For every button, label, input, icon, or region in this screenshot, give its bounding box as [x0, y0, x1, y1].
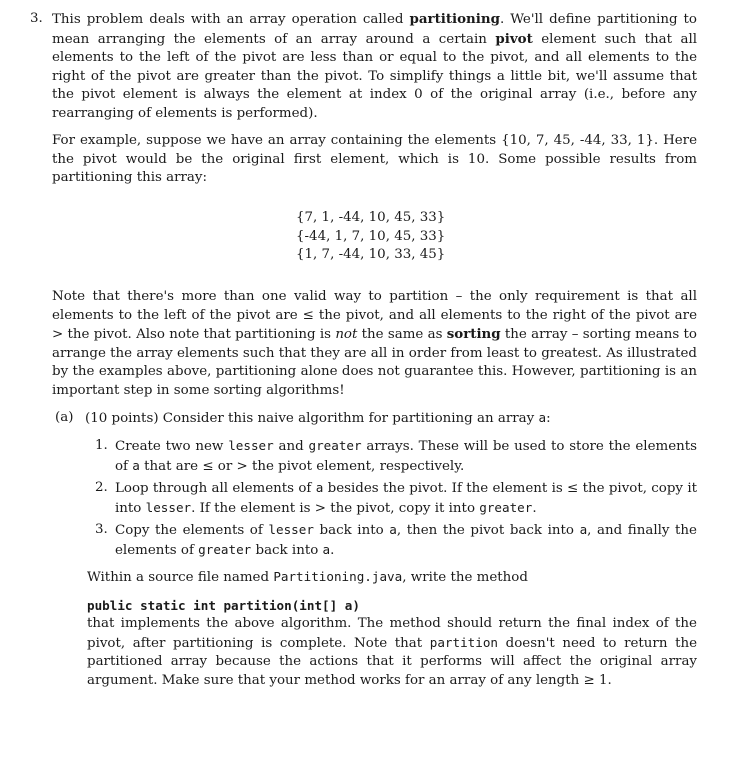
- step-3-text: Copy the elements of lesser back into a, then the pivot back into a, and finally the elements of greater back into a.: [115, 522, 697, 558]
- result-3: {1, 7, -44, 10, 33, 45}: [296, 247, 446, 263]
- example-paragraph: For example, suppose we have an array containing the elements {10, 7, 45, -44, 33, 1}. Here the pivot would be the original first element, which is 10. Some possible results from partitioning this array:: [52, 133, 697, 186]
- partition-results: [296, 209, 445, 265]
- result-1: {7, 1, -44, 10, 45, 33}: [296, 210, 446, 225]
- step-1-number: 1.: [95, 438, 108, 453]
- source-file-line: Within a source file named Partitioning.java, write the method: [87, 569, 528, 585]
- intro-paragraph: This problem deals with an array operation called partitioning. We'll define partitioning to mean arranging the elements of an array around a certain pivot element such that all elements to the left of the pivot are less than or equal to the pivot, and all elements to the right of the pivot are greater than the pivot. To simplify things a little bit, we'll assume that the pivot element is always the element at index 0 of the original array (i.e., before any rearranging of elements is performed).: [52, 11, 698, 121]
- method-signature: public static int partition(int[] a): [87, 598, 360, 613]
- step-2-number: 2.: [95, 480, 108, 495]
- part-a-label: (a): [55, 410, 74, 425]
- step-2-text: Loop through all elements of a besides the pivot. If the element is ≤ the pivot, copy it into lesser. If the element is > the pivot, copy it into greater.: [115, 480, 697, 516]
- part-a-intro: (10 points) Consider this naive algorithm for partitioning an array a:: [85, 410, 551, 426]
- emphasis-not: not: [335, 327, 358, 343]
- closing-paragraph: that implements the above algorithm. The method should return the final index of the pivot, after partitioning is complete. Note that partition doesn't need to return the partitioned array because the actions that it performs will affect the original array argument. Make sure that your method works for an array of any length ≥ 1.: [87, 616, 697, 688]
- step-1-text: Create two new lesser and greater arrays. These will be used to store the elements of a that are ≤ or > the pivot element, respectively.: [115, 438, 697, 474]
- term-partitioning: partitioning: [409, 11, 500, 27]
- term-pivot: pivot: [495, 30, 533, 47]
- term-sorting: sorting: [446, 326, 501, 343]
- step-3-number: 3.: [95, 522, 108, 537]
- note-paragraph: Note that there's more than one valid way to partition – the only requirement is that all elements to the left of the pivot are ≤ the pivot, and all elements to the right of the pivot are > the pivot. Also note that partitioning is not the same as sorting the array – sorting means to arrange the array elements such that they are all in order from least to greatest. As illustrated by the examples above, partitioning alone does not guarantee this. However, partitioning is an important step in some sorting algorithms!: [52, 289, 697, 398]
- result-2: {-44, 1, 7, 10, 45, 33}: [296, 228, 446, 244]
- problem-number: 3.: [30, 11, 43, 26]
- source-file-name: Partitioning.java: [273, 569, 403, 584]
